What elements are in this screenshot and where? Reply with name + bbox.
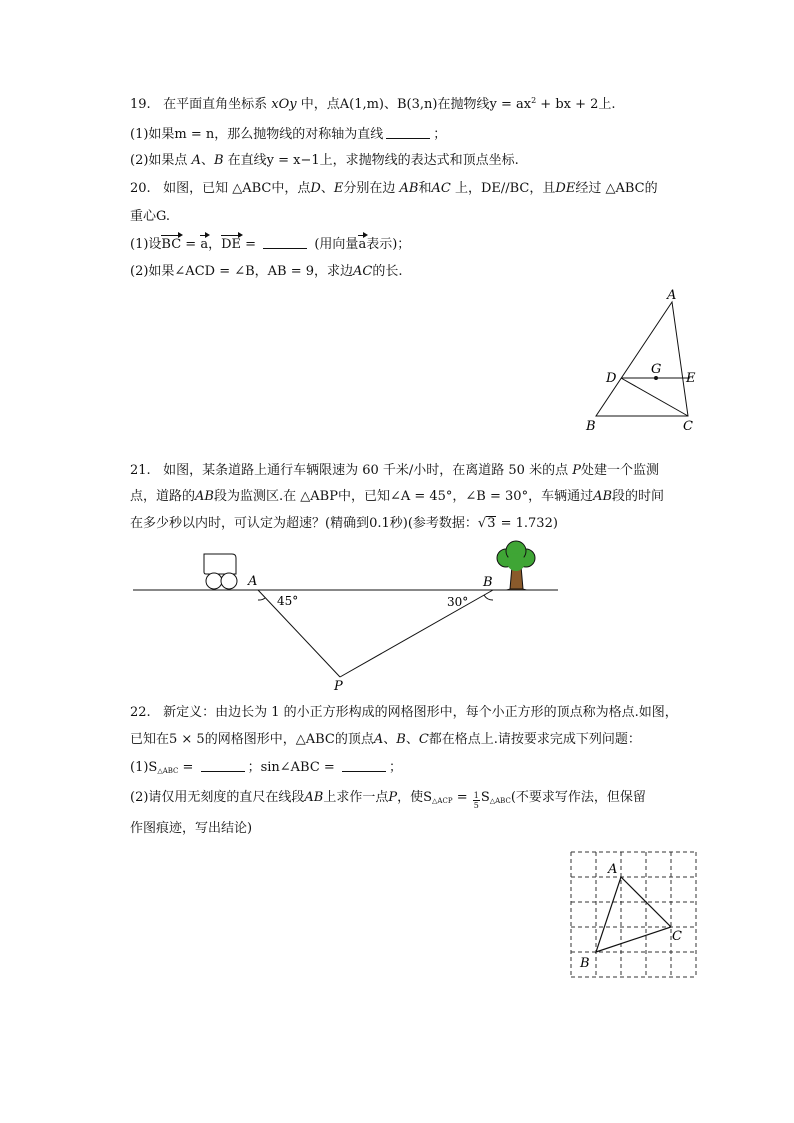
- answer-blank[interactable]: [386, 126, 430, 139]
- dashed-grid: [571, 852, 696, 977]
- question-number: 19.: [130, 97, 151, 112]
- q19-part1: (1)如果m = n，那么抛物线的对称轴为直线 ；: [130, 127, 447, 142]
- q20-part1: (1)设BC = a，DE = (用向量a表示)；: [130, 237, 411, 252]
- q22-grid-figure: [560, 845, 710, 985]
- q22-part1: $(1)S_{\triangle ABC}$ = ；sin∠ABC = ；: [130, 760, 402, 775]
- label-a: A: [248, 574, 258, 589]
- label-c: C: [683, 419, 693, 434]
- angle-arc-b: [484, 595, 493, 600]
- label-b: B: [580, 956, 590, 971]
- q21-stem-3: 在多少秒以内时，可认定为超速？(精确到0.1秒)(参考数据：√3 = 1.732): [130, 516, 558, 531]
- triangle-abc: [596, 877, 671, 952]
- q20-part2: (2)如果∠ACD = ∠B，AB = 9，求边AC的长.: [130, 264, 403, 279]
- segment-ap: [258, 590, 340, 677]
- car-icon: [204, 554, 237, 589]
- angle-label-b: 30°: [447, 595, 469, 609]
- q20-stem-cont: 重心G.: [130, 209, 171, 224]
- segment-bp: [340, 590, 493, 677]
- label-b: B: [586, 419, 596, 434]
- label-a: A: [667, 288, 677, 303]
- fraction-one-fifth: $\frac{1}{5}$: [473, 791, 479, 810]
- q19-stem: 19. 在平面直角坐标系 xOy 中，点A(1,m)、B(3,n)在抛物线$y = ax^2$ + bx + 2上.: [130, 96, 616, 112]
- q21-stem-2: 点，道路的AB段为监测区.在 △ABP中，已知∠A = 45°，∠B = 30°，车辆通过AB段的时间: [130, 489, 665, 504]
- q22-part2-cont: 作图痕迹，写出结论): [130, 821, 253, 836]
- angle-label-a: 45°: [277, 594, 299, 608]
- segment-dc: [621, 378, 688, 416]
- q22-part2: (2)请仅用无刻度的直尺在线段AB上求作一点P，使$S_{\triangle ACP}$ = $\frac{1}{5}$ $S_{\triangle ABC}$(不要求写作法，但保留: [130, 790, 646, 810]
- q20-stem: 20. 如图，已知 △ABC中，点D、E分别在边 AB和AC 上，DE//BC，且DE经过 △ABC的: [130, 181, 658, 196]
- answer-blank[interactable]: [201, 759, 245, 772]
- q19-part2: (2)如果点 A、B 在直线y = x−1上，求抛物线的表达式和顶点坐标.: [130, 153, 519, 168]
- question-number: 20.: [130, 181, 151, 196]
- q22-stem-2: 已知在5 × 5的网格图形中，△ABC的顶点A、B、C都在格点上.请按要求完成下列问题：: [130, 732, 641, 747]
- triangle-abc: [596, 302, 688, 416]
- angle-arc-a: [258, 598, 265, 600]
- label-p: P: [334, 679, 343, 694]
- label-c: C: [672, 929, 682, 944]
- label-d: D: [606, 371, 617, 386]
- q22-stem: 22. 新定义：由边长为 1 的小正方形构成的网格图形中，每个小正方形的顶点称为格点.如图，: [130, 705, 678, 720]
- q21-road-figure: [130, 540, 562, 700]
- answer-blank[interactable]: [263, 236, 307, 249]
- tree-icon: [497, 541, 535, 590]
- label-a: A: [608, 862, 618, 877]
- question-number: 21.: [130, 463, 151, 478]
- label-b: B: [483, 575, 493, 590]
- label-g: G: [651, 362, 662, 377]
- label-e: E: [686, 371, 696, 386]
- q20-triangle-figure: [580, 285, 710, 435]
- answer-blank[interactable]: [342, 759, 386, 772]
- question-number: 22.: [130, 705, 151, 720]
- q21-stem: 21. 如图，某条道路上通行车辆限速为 60 千米/小时，在离道路 50 米的点 P处建一个监测: [130, 463, 659, 478]
